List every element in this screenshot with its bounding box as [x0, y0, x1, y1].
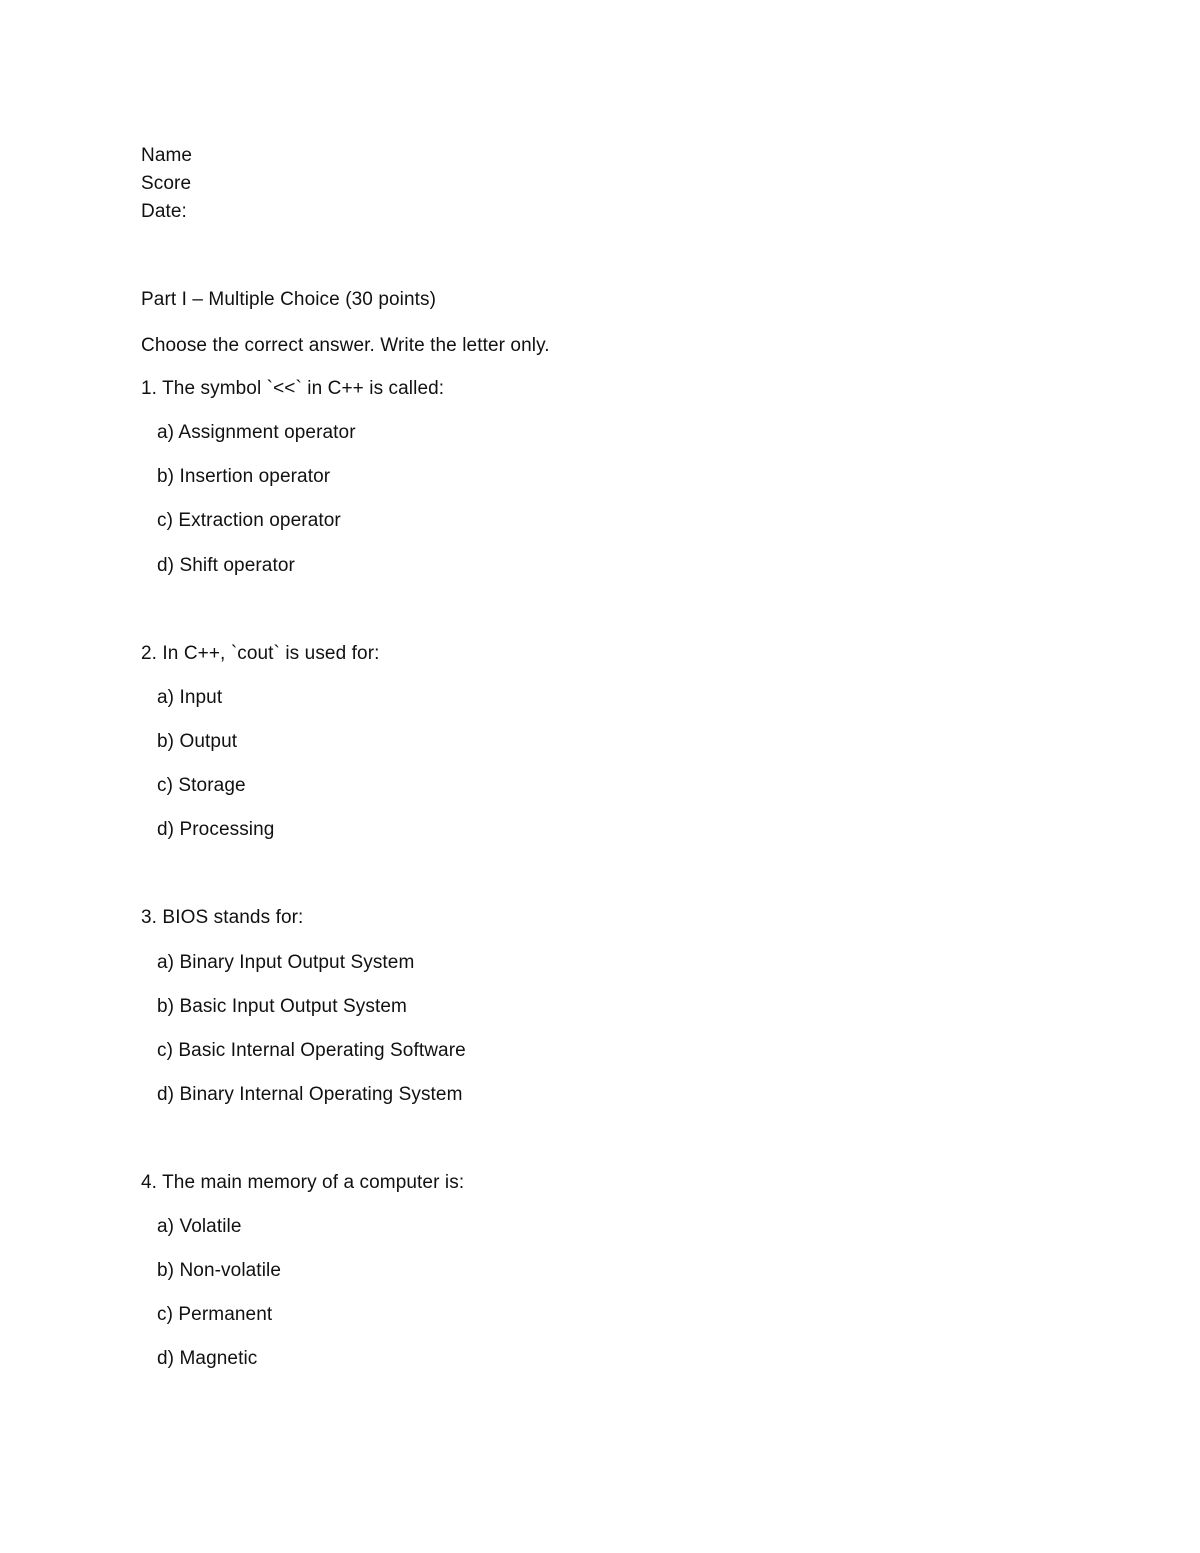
- question-2-prompt: 2. In C++, `cout` is used for:: [141, 643, 380, 664]
- question-3-option-b: b) Basic Input Output System: [157, 996, 407, 1017]
- question-3-option-a: a) Binary Input Output System: [157, 952, 415, 973]
- question-1-option-b: b) Insertion operator: [157, 466, 331, 487]
- question-3-option-d: d) Binary Internal Operating System: [157, 1084, 463, 1105]
- name-label: Name: [141, 145, 193, 166]
- question-1-prompt: 1. The symbol `<<` in C++ is called:: [141, 378, 445, 399]
- question-2-option-a: a) Input: [157, 687, 223, 708]
- section-instructions: Choose the correct answer. Write the letter only.: [141, 335, 550, 356]
- score-label: Score: [141, 173, 192, 194]
- question-2-option-b: b) Output: [157, 731, 238, 752]
- date-label: Date:: [141, 201, 187, 222]
- question-2-option-c: c) Storage: [157, 775, 246, 796]
- question-1-option-c: c) Extraction operator: [157, 510, 341, 531]
- question-4-option-d: d) Magnetic: [157, 1348, 258, 1369]
- question-4-option-c: c) Permanent: [157, 1304, 273, 1325]
- question-2-option-d: d) Processing: [157, 819, 275, 840]
- question-4-option-b: b) Non-volatile: [157, 1260, 281, 1281]
- section-title: Part I – Multiple Choice (30 points): [141, 289, 437, 310]
- question-4-prompt: 4. The main memory of a computer is:: [141, 1172, 465, 1193]
- question-4-option-a: a) Volatile: [157, 1216, 242, 1237]
- question-3-option-c: c) Basic Internal Operating Software: [157, 1040, 466, 1061]
- question-1-option-d: d) Shift operator: [157, 555, 295, 576]
- question-1-option-a: a) Assignment operator: [157, 422, 356, 443]
- question-3-prompt: 3. BIOS stands for:: [141, 907, 304, 928]
